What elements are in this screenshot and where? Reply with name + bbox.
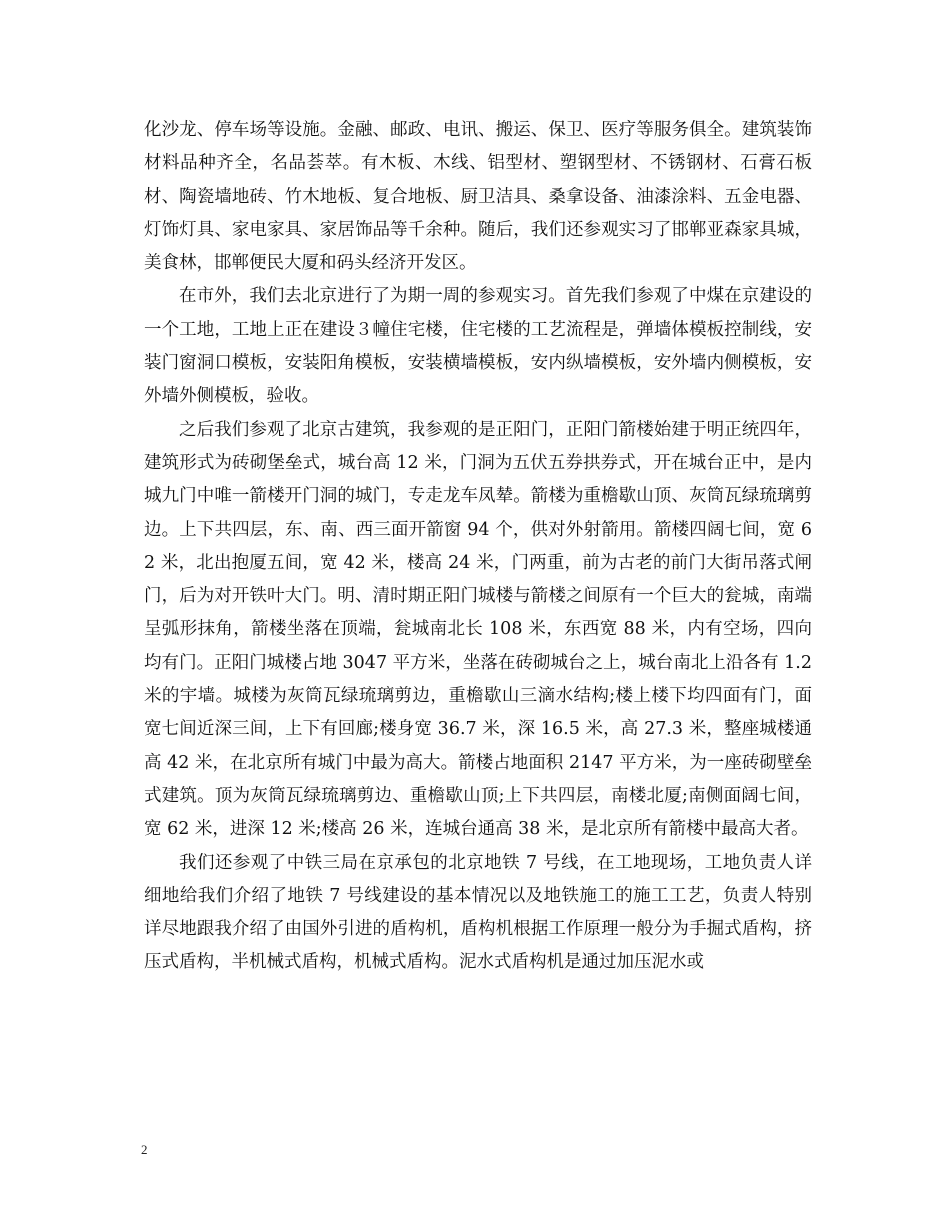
paragraph-2: 在市外，我们去北京进行了为期一周的参观实习。首先我们参观了中煤在京建设的一个工地，工地上正在建设３幢住宅楼，住宅楼的工艺流程是，弹墙体模板控制线，安装门窗洞口模板，安装阳角模板，安装横墙模板，安内纵墙模板，安外墙内侧模板，安外墙外侧模板，验收。 xyxy=(144,286,812,407)
paragraph-4: 我们还参观了中铁三局在京承包的北京地铁 7 号线，在工地现场，工地负责人详细地给我们介绍了地铁 7 号线建设的基本情况以及地铁施工的施工工艺，负责人特别详尽地跟我介绍了由国外引进的盾构机，盾构机根据工作原理一般分为手掘式盾构，挤压式盾构，半机械式盾构，机械式盾构。泥水式盾构机是通过加压泥水或 xyxy=(144,852,812,973)
paragraph-3: 之后我们参观了北京古建筑，我参观的是正阳门，正阳门箭楼始建于明正统四年，建筑形式为砖砌堡垒式，城台高 12 米，门洞为五伏五券拱券式，开在城台正中，是内城九门中唯一箭楼开门洞的城门，专走龙车凤辇。箭楼为重檐歇山顶、灰筒瓦绿琉璃剪边。上下共四层，东、南、西三面开箭窗 94 个，供对外射箭用。箭楼四阔七间，宽 62 米，北出抱厦五间，宽 42 米，楼高 24 米，门两重，前为古老的前门大街吊落式闸门，后为对开铁叶大门。明、清时期正阳门城楼与箭楼之间原有一个巨大的瓮城，南端呈弧形抹角，箭楼坐落在顶端，瓮城南北长 108 米，东西宽 88 米，内有空场，四向均有门。正阳门城楼占地 3047 平方米，坐落在砖砌城台之上，城台南北上沿各有 1.2 米的宇墙。城楼为灰筒瓦绿琉璃剪边，重檐歇山三滴水结构;楼上楼下均四面有门，面宽七间近深三间，上下有回廊;楼身宽 36.7 米，深 16.5 米，高 27.3 米，整座城楼通高 42 米，在北京所有城门中最为高大。箭楼占地面积 2147 平方米，为一座砖砌壁垒式建筑。顶为灰筒瓦绿琉璃剪边、重檐歇山顶;上下共四层，南楼北厦;南侧面阔七间，宽 62 米，进深 12 米;楼高 26 米，连城台通高 38 米，是北京所有箭楼中最高大者。 xyxy=(144,419,812,840)
page-number: 2 xyxy=(141,1142,148,1157)
paragraph-1: 化沙龙、停车场等设施。金融、邮政、电讯、搬运、保卫、医疗等服务俱全。建筑装饰材料品种齐全，名品荟萃。有木板、木线、铝型材、塑钢型材、不锈钢材、石膏石板材、陶瓷墙地砖、竹木地板、复合地板、厨卫洁具、桑拿设备、油漆涂料、五金电器、灯饰灯具、家电家具、家居饰品等千余种。随后，我们还参观实习了邯郸亚森家具城，美食林，邯郸便民大厦和码头经济开发区。 xyxy=(144,120,812,274)
body-text xyxy=(144,114,812,980)
